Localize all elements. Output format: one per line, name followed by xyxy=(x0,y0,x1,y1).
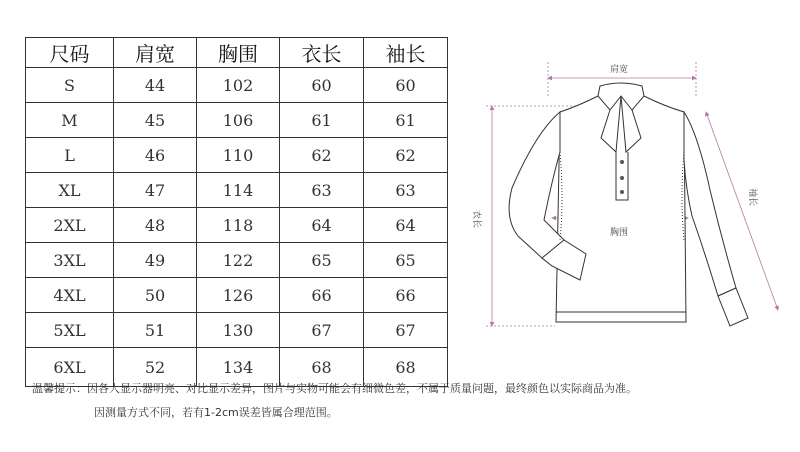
sleeve-cell: 62 xyxy=(364,138,448,173)
header-shoulder: 肩宽 xyxy=(114,38,197,68)
size-table-row xyxy=(26,68,448,103)
length-cell: 63 xyxy=(280,173,364,208)
chest-cell: 114 xyxy=(197,173,280,208)
length-cell: 62 xyxy=(280,138,364,173)
shoulder-cell: 44 xyxy=(114,68,197,103)
size-table-row xyxy=(26,173,448,208)
length-cell: 67 xyxy=(280,313,364,348)
length-cell: 66 xyxy=(280,278,364,313)
size-table-row xyxy=(26,103,448,138)
size-cell: 4XL xyxy=(26,278,114,313)
size-cell: 2XL xyxy=(26,208,114,243)
shoulder-cell: 51 xyxy=(114,313,197,348)
size-chart-table xyxy=(25,37,448,387)
length-cell: 60 xyxy=(280,68,364,103)
shoulder-cell: 52 xyxy=(114,348,197,387)
header-size: 尺码 xyxy=(26,38,114,68)
sleeve-cell: 66 xyxy=(364,278,448,313)
tip-note-line-2: 因测量方式不同，若有1-2cm误差皆属合理范围。 xyxy=(94,406,338,419)
chest-cell: 110 xyxy=(197,138,280,173)
chest-cell: 102 xyxy=(197,68,280,103)
shoulder-cell: 50 xyxy=(114,278,197,313)
shoulder-label: 肩宽 xyxy=(610,65,629,75)
sleeve-cell: 65 xyxy=(364,243,448,278)
shoulder-cell: 45 xyxy=(114,103,197,138)
size-cell: L xyxy=(26,138,114,173)
sleeve-cell: 63 xyxy=(364,173,448,208)
sleeve-label: 袖长 xyxy=(747,188,757,207)
length-cell: 65 xyxy=(280,243,364,278)
size-cell: 6XL xyxy=(26,348,114,387)
size-table-row xyxy=(26,313,448,348)
sleeve-cell: 67 xyxy=(364,313,448,348)
size-cell: 5XL xyxy=(26,313,114,348)
chest-cell: 126 xyxy=(197,278,280,313)
chest-cell: 106 xyxy=(197,103,280,138)
length-cell: 61 xyxy=(280,103,364,138)
shirt-measurement-diagram xyxy=(460,40,790,340)
sleeve-cell: 60 xyxy=(364,68,448,103)
tip-note-line-1: 温馨提示：因各人显示器明亮、对比显示差异，图片与实物可能会有细微色差，不属于质量问题，最终颜色以实际商品为准。 xyxy=(32,382,637,395)
header-sleeve: 袖长 xyxy=(364,38,448,68)
size-cell: 3XL xyxy=(26,243,114,278)
shoulder-cell: 47 xyxy=(114,173,197,208)
header-length: 衣长 xyxy=(280,38,364,68)
size-table-row xyxy=(26,243,448,278)
shoulder-cell: 48 xyxy=(114,208,197,243)
chest-cell: 134 xyxy=(197,348,280,387)
shoulder-cell: 49 xyxy=(114,243,197,278)
size-cell: S xyxy=(26,68,114,103)
shoulder-cell: 46 xyxy=(114,138,197,173)
size-table-row xyxy=(26,208,448,243)
size-table-header-row xyxy=(26,38,448,68)
sleeve-cell: 61 xyxy=(364,103,448,138)
sleeve-cell: 68 xyxy=(364,348,448,387)
size-cell: M xyxy=(26,103,114,138)
shirt-outline xyxy=(509,83,748,326)
chest-label: 胸围 xyxy=(610,228,629,238)
chest-cell: 122 xyxy=(197,243,280,278)
length-label: 衣长 xyxy=(471,210,481,229)
length-cell: 68 xyxy=(280,348,364,387)
sleeve-cell: 64 xyxy=(364,208,448,243)
size-table-row xyxy=(26,278,448,313)
header-chest: 胸围 xyxy=(197,38,280,68)
chest-cell: 130 xyxy=(197,313,280,348)
size-cell: XL xyxy=(26,173,114,208)
chest-cell: 118 xyxy=(197,208,280,243)
size-table-row xyxy=(26,138,448,173)
length-cell: 64 xyxy=(280,208,364,243)
